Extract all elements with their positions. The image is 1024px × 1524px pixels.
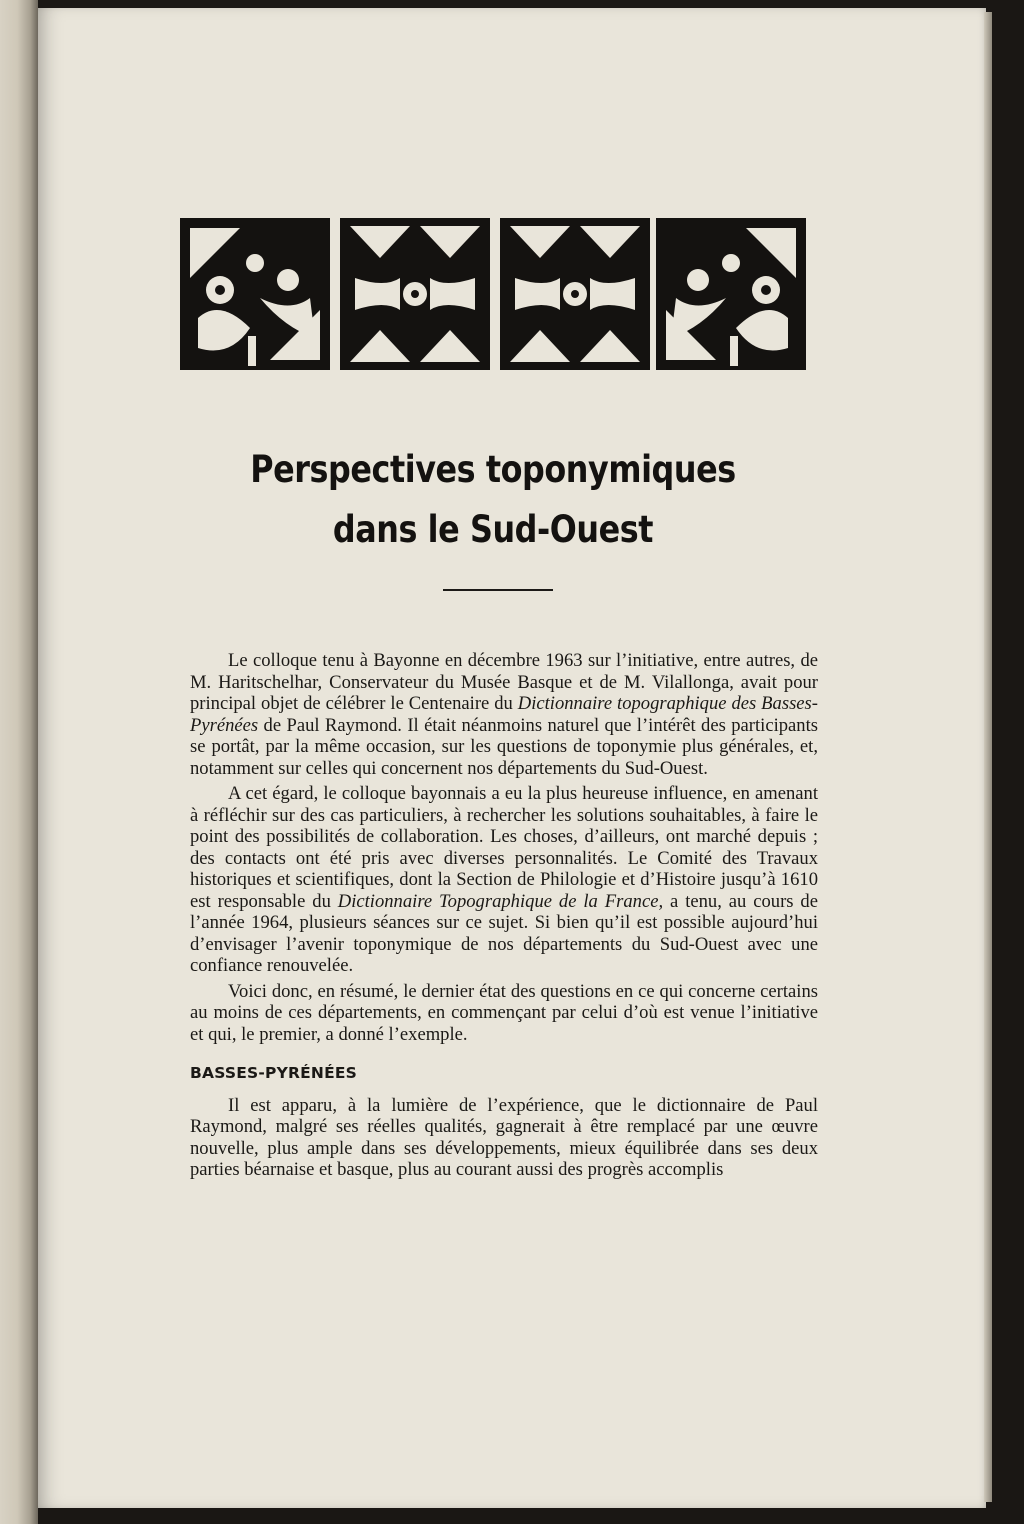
text-run: de Paul Raymond. Il était néanmoins naturel que l’intérêt des participants se portât, par la même occasion, sur les questions de toponymie plus générales, et, notamment sur celles qui concernent nos départements du Sud-Ouest. [190, 714, 818, 779]
section-paragraph: Il est apparu, à la lumière de l’expérience, que le dictionnaire de Paul Raymond, malgré ses réelles qualités, gagnerait à être remplacé par une œuvre nouvelle, plus ample dans ses développements, mieux équilibrée dans ses deux parties béarnaise et basque, plus au courant aussi des progrès accomplis [190, 1094, 818, 1180]
italic-title-run: Dictionnaire Topographique de la France, [337, 890, 664, 912]
text-run: a tenu, au cours de l’année 1964, plusieurs séances sur ce sujet. Si bien qu’il est possible aujourd’hui d’envisager l’avenir toponymique de nos départements du Sud-Ouest avec une confiance renouvelée. [190, 890, 818, 976]
section-heading: BASSES-PYRÉNÉES [190, 1064, 358, 1082]
text-run: Le colloque tenu à Bayonne en décembre 1963 sur l’initiative, entre autres, de M. Haritschelhar, Conservateur du Musée Basque et de M. Vilallonga, avait pour principal objet de célébrer le Centenaire du [190, 650, 818, 714]
title-line-1: Perspectives toponymiques [250, 448, 736, 491]
paragraph-1 [190, 650, 818, 779]
article-body [190, 650, 818, 1181]
book-spine-left-page [0, 0, 38, 1524]
title-underline-rule [443, 589, 553, 591]
paragraph-3 [190, 981, 818, 1046]
title-line-2: dans le Sud-Ouest [332, 508, 654, 551]
article-title [224, 440, 762, 560]
italic-title-run: Dictionnaire topographique des Basses-Pyrénées [190, 693, 818, 736]
paragraph-2 [190, 783, 818, 977]
text-run: Voici donc, en résumé, le dernier état des questions en ce qui concerne certains au moins de ces départements, en commençant par celui d’où est venue l’initiative et qui, le premier, a donné l’exemple. [190, 980, 818, 1045]
text-run: A cet égard, le colloque bayonnais a eu la plus heureuse influence, en amenant à réfléchir sur des cas particuliers, à rechercher les solutions souhaitables, à faire le point des possibilités de collaboration. Les choses, d’ailleurs, ont marché depuis ; des contacts ont été pris avec diverses personnalités. Le Comité des Travaux historiques et scientifiques, dont la Section de Philologie et d’Histoire jusqu’à 1610 est responsable du [190, 783, 818, 912]
decorative-basque-frieze [180, 218, 806, 370]
page-edge [984, 12, 992, 1502]
